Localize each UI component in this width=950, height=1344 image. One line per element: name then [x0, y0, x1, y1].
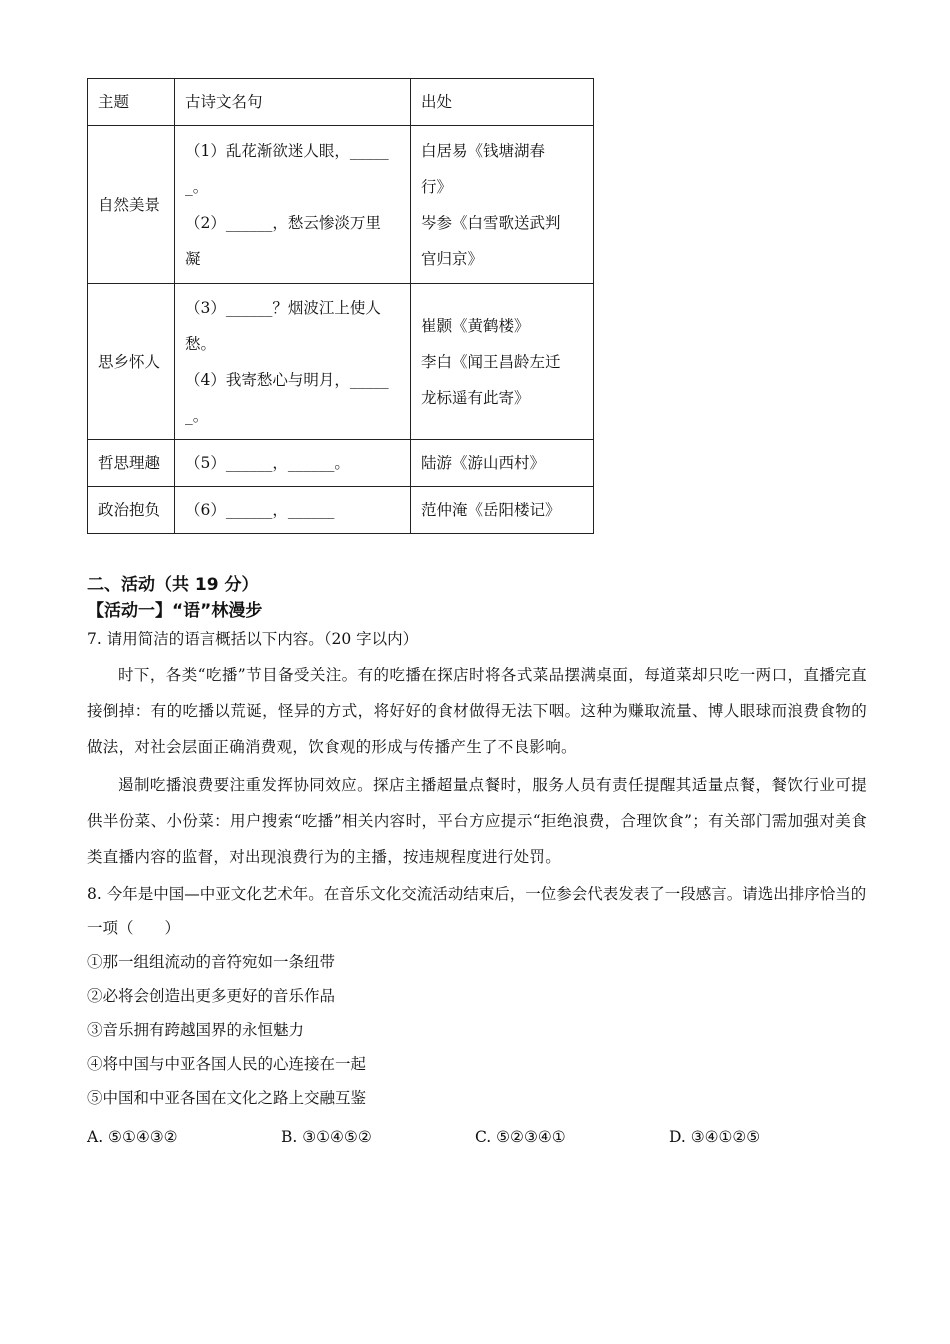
header-quote: 古诗文名句 [175, 79, 411, 126]
table-row [88, 284, 594, 440]
question-8-item: ②必将会创造出更多更好的音乐作品 [87, 987, 336, 1005]
source-line: 龙标遥有此寄》 [421, 388, 530, 407]
table-row [88, 487, 594, 534]
question-8-item: ④将中国与中亚各国人民的心连接在一起 [87, 1055, 367, 1073]
option-b[interactable]: B. ③①④⑤② [281, 1128, 372, 1146]
row-topic: 自然美景 [88, 126, 175, 284]
question-8-item: ①那一组组流动的音符宛如一条纽带 [87, 953, 336, 971]
option-a[interactable]: A. ⑤①④③② [87, 1128, 178, 1146]
activity-title: 【活动一】“语”林漫步 [87, 601, 263, 621]
question-8-item: ③音乐拥有跨越国界的永恒魅力 [87, 1021, 305, 1039]
row-topic: 政治抱负 [88, 487, 175, 534]
row-sources: 陆游《游山西村》 [411, 440, 594, 487]
row-sources [411, 126, 594, 284]
row-quotes [175, 284, 411, 440]
question-8-item: ⑤中国和中亚各国在文化之路上交融互鉴 [87, 1089, 367, 1107]
source-line: 白居易《钱塘湖春 [421, 141, 546, 160]
row-quotes [175, 126, 411, 284]
quote-line: _。 [185, 406, 209, 425]
header-topic: 主题 [88, 79, 175, 126]
question-8-options [87, 1128, 867, 1154]
quote-line: （4）我寄愁心与明月，_____ [185, 370, 389, 389]
quote-line: 凝 [185, 249, 201, 268]
question-8-prompt: 8. 今年是中国—中亚文化艺术年。在音乐文化交流活动结束后，一位参会代表发表了一段感言。请选出排序恰当的一项（ ） [87, 885, 867, 937]
quote-line: （3）______？烟波江上使人 [185, 298, 381, 317]
source-line: 崔颢《黄鹤楼》 [421, 316, 530, 335]
row-sources [411, 284, 594, 440]
source-line: 岑参《白雪歌送武判 [421, 213, 561, 232]
question-7-prompt: 7. 请用简洁的语言概括以下内容。（20 字以内） [87, 630, 419, 648]
row-sources: 范仲淹《岳阳楼记》 [411, 487, 594, 534]
section-title: 二、活动（共 19 分） [87, 575, 259, 595]
row-quotes: （6）______，______ [175, 487, 411, 534]
table-row [88, 440, 594, 487]
option-c[interactable]: C. ⑤②③④① [475, 1128, 566, 1146]
quote-line: （2）______，愁云惨淡万里 [185, 213, 381, 232]
table-header-row [88, 79, 594, 126]
header-source: 出处 [411, 79, 594, 126]
quote-line: （1）乱花渐欲迷人眼，_____ [185, 141, 389, 160]
question-7-paragraph-2: 遏制吃播浪费要注重发挥协同效应。探店主播超量点餐时，服务人员有责任提醒其适量点餐，餐饮行业可提供半份菜、小份菜：用户搜索“吃播”相关内容时，平台方应提示“拒绝浪费，合理饮食”；有关部门需加强对美食类直播内容的监督，对出现浪费行为的主播，按违规程度进行处罚。 [87, 776, 867, 866]
section-two [87, 573, 867, 1115]
source-line: 官归京》 [421, 249, 484, 268]
row-quotes: （5）______，______。 [175, 440, 411, 487]
question-7-paragraph-1: 时下，各类“吃播”节目备受关注。有的吃播在探店时将各式菜品摆满桌面，每道菜却只吃一两口，直播完直接倒掉：有的吃播以荒诞，怪异的方式，将好好的食材做得无法下咽。这种为赚取流量、博人眼球而浪费食物的做法，对社会层面正确消费观，饮食观的形成与传播产生了不良影响。 [87, 666, 867, 756]
source-line: 行》 [421, 177, 453, 196]
row-topic: 思乡怀人 [88, 284, 175, 440]
option-d[interactable]: D. ③④①②⑤ [669, 1128, 761, 1146]
row-topic: 哲思理趣 [88, 440, 175, 487]
table-row [88, 126, 594, 284]
source-line: 李白《闻王昌龄左迁 [421, 352, 561, 371]
quote-line: _。 [185, 177, 209, 196]
poem-table [87, 78, 594, 534]
quote-line: 愁。 [185, 334, 217, 353]
